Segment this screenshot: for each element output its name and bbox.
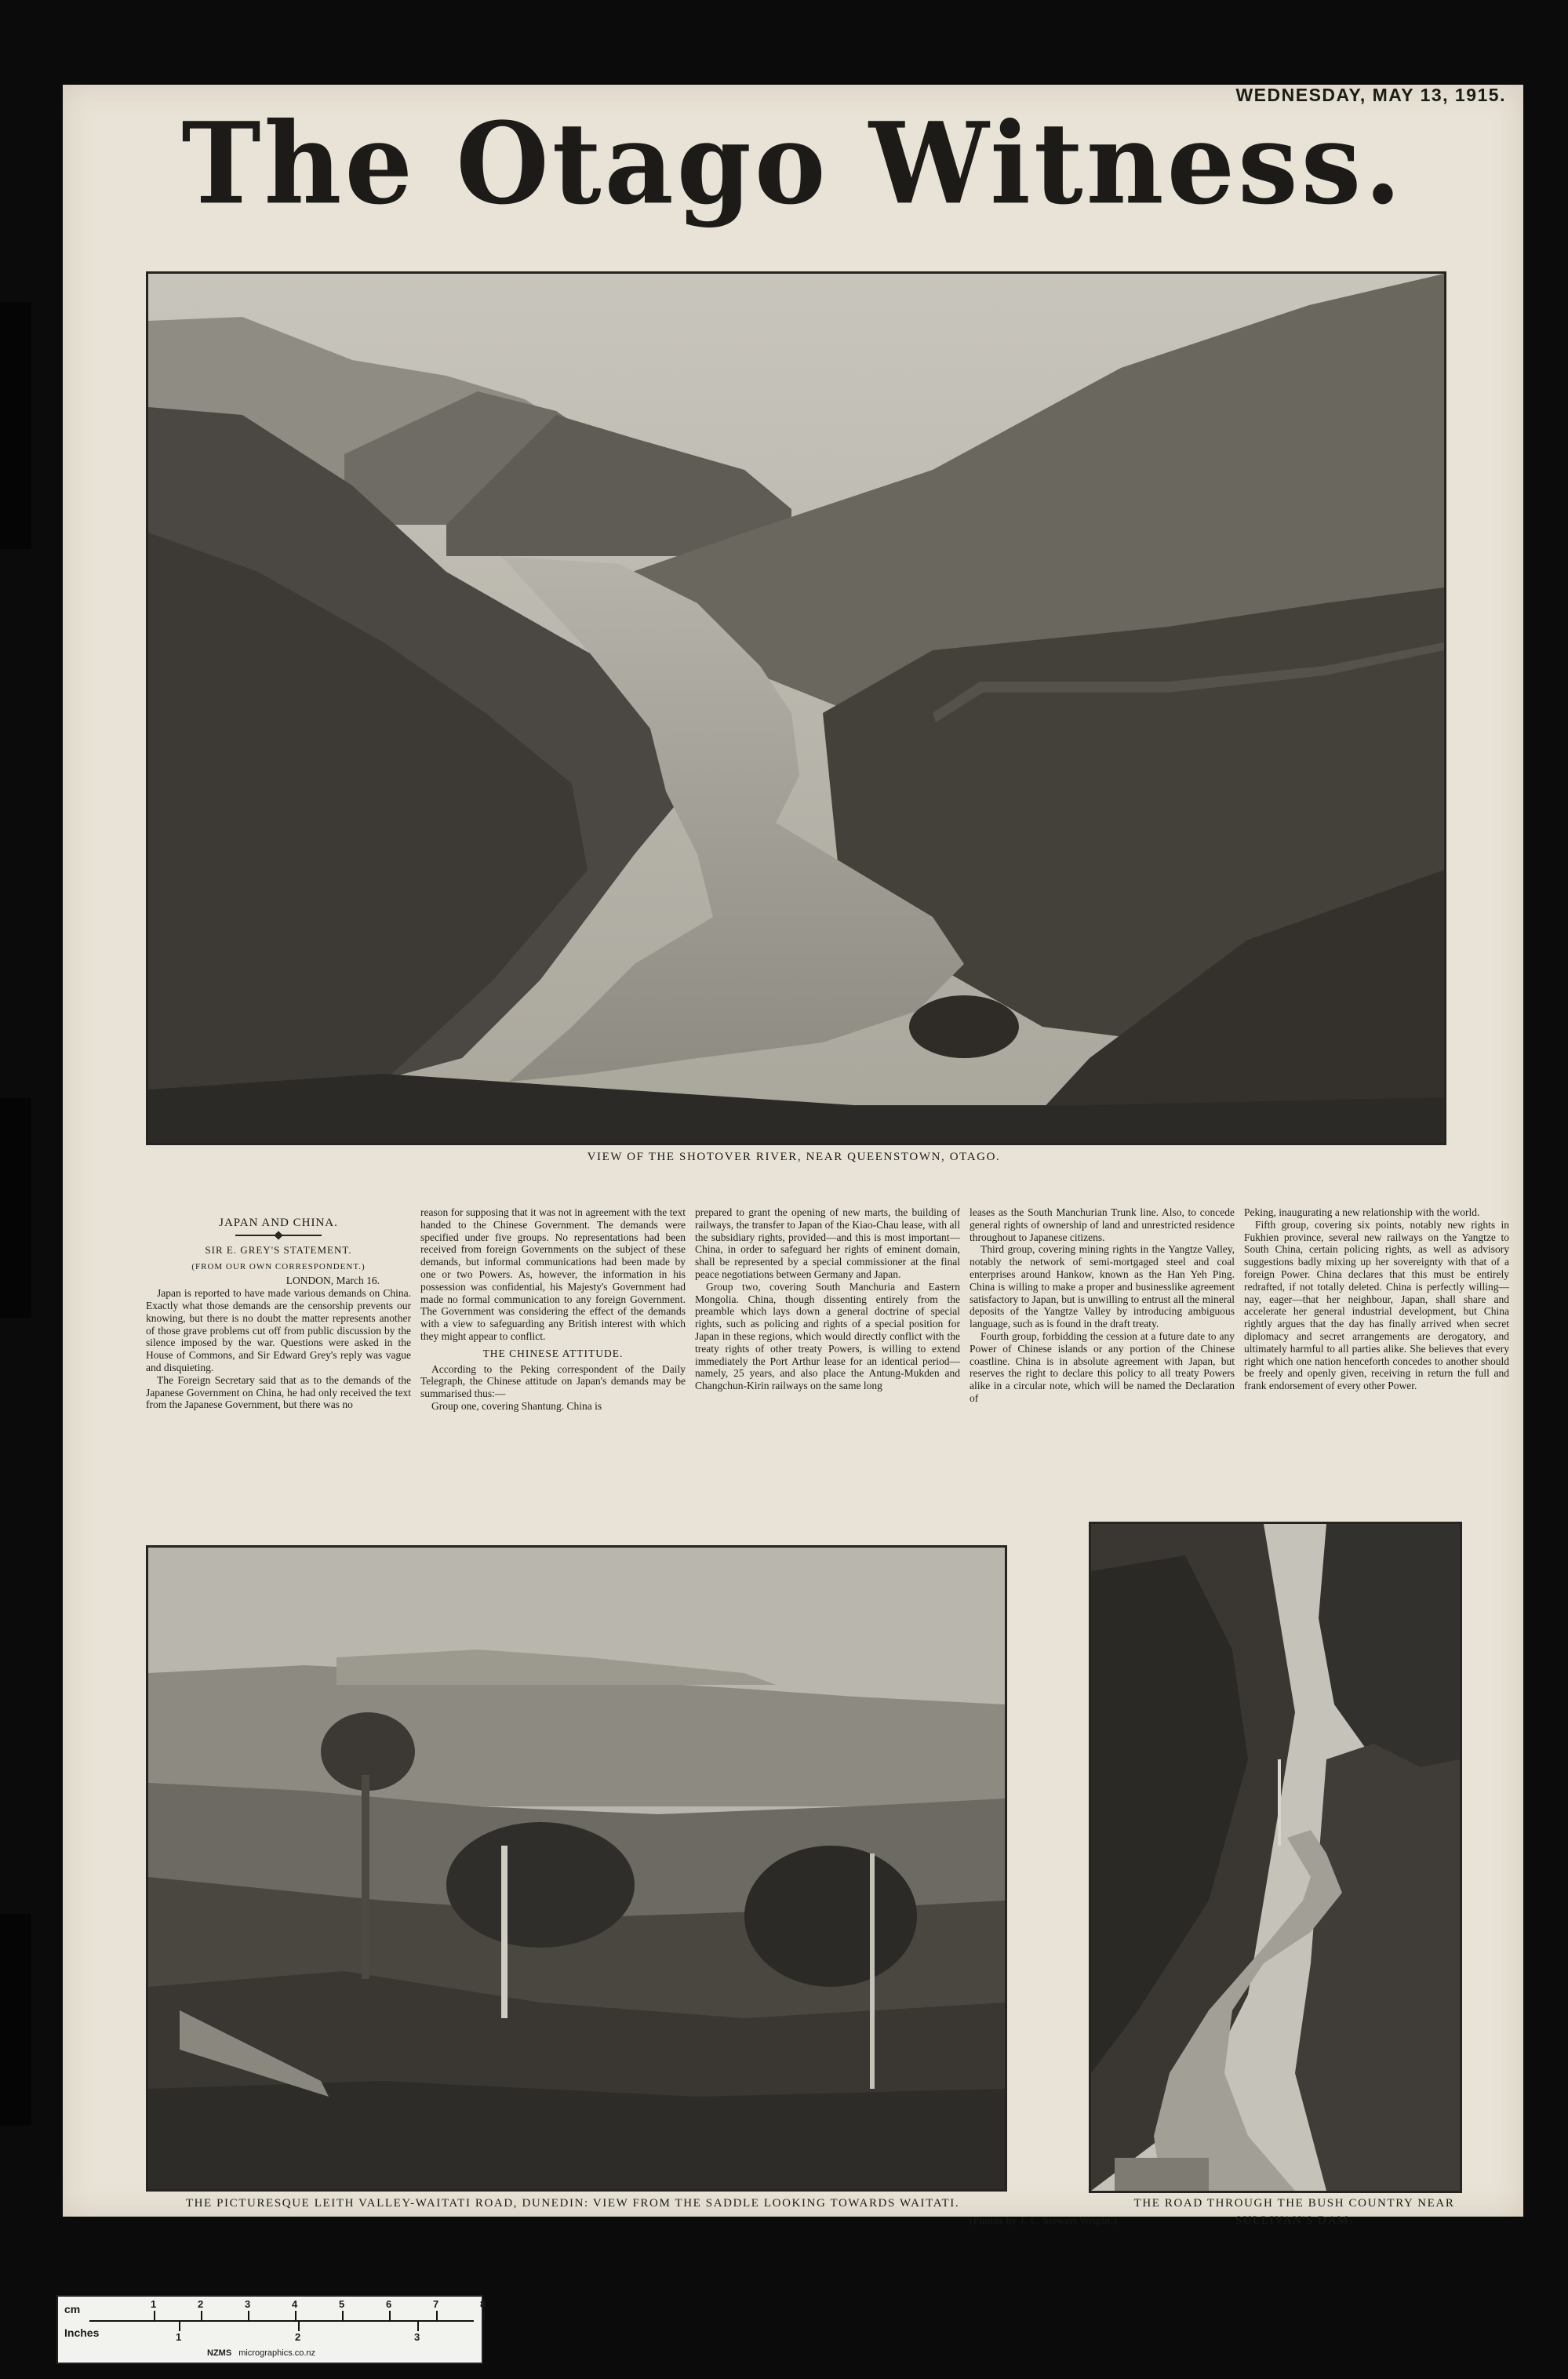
cm-tick <box>483 2311 485 2320</box>
ruler-footer <box>207 2348 315 2358</box>
scale-ruler <box>56 2295 486 2364</box>
leith-valley-photo <box>146 1545 1007 2192</box>
bush-road-caption: THE ROAD THROUGH THE BUSH COUNTRY NEAR SULLIVAN'S DAM. <box>1133 2197 1455 2227</box>
issue-date: WEDNESDAY, MAY 13, 1915. <box>1235 85 1506 105</box>
masthead-title: The Otago Witness. <box>181 98 1405 230</box>
article-paragraph: Group one, covering Shantung. China is <box>431 1399 602 1412</box>
article-paragraph: Japan is reported to have made various demands on China. Exactly what those demands are the censorship prevents our knowing, but there is no doubt the matter represents another of those grave problems cut off from public discussion by the silence imposed by the war. Questions were asked in the House of Commons, and Sir Edward Grey's reply was vague and disquieting. <box>146 1287 411 1373</box>
bush-road-photo <box>1089 1522 1462 2193</box>
article-column-1 <box>146 1206 411 1489</box>
inch-tick <box>298 2322 300 2331</box>
shotover-river-caption: VIEW OF THE SHOTOVER RIVER, NEAR QUEENSTOWN, OTAGO. <box>587 1151 1001 1163</box>
article-column-5 <box>1244 1206 1509 1489</box>
binder-strip-top <box>0 302 31 549</box>
article-paragraph: Fourth group, forbidding the cession at a future date to any Power of Chinese islands or any portion of the Chinese coastline. China is in absolute agreement with Japan, but reserves the right to declare this policy to all treaty Powers alike in a circular note, which will be named the Declaration of <box>970 1330 1235 1404</box>
article-paragraph: prepared to grant the opening of new marts, the building of railways, the transfer to Japan of the Kiao-Chau lease, with all the subsidiary rights, provided—and this is most important—China, in order to safeguard her rights of eminent domain, shall be represented by a special commissioner at the final peace negotiations between Germany and Japan. <box>695 1206 960 1280</box>
cm-tick <box>342 2311 344 2320</box>
binder-strip-bottom <box>0 1914 31 2126</box>
article-paragraph: Third group, covering mining rights in the Yangtze Valley, notably the network of semi-mortgaged steel and coal enterprises around Hankow, known as the Han Yeh Ping. China is willing to make a proper and businesslike agreement satisfactory to Japan, but is unwilling to entrust all the mineral deposits of the Yangtze Valley by introducing ambiguous language, such as is found in the draft treaty. <box>970 1243 1235 1330</box>
article-column-3 <box>695 1206 960 1489</box>
newspaper-page <box>63 85 1523 2227</box>
section-heading-chinese-attitude: THE CHINESE ATTITUDE. <box>482 1347 624 1359</box>
cm-number: 7 <box>433 2298 439 2310</box>
inch-number: 3 <box>414 2331 420 2343</box>
article-column-4 <box>970 1206 1235 1489</box>
article-paragraph: reason for supposing that it was not in agreement with the text handed to the Chinese Government. The demands were specified under five groups. No representations had been received from foreign Governments on the subject of these demands, but informal communications had been made by one or two Powers. As, however, the information in his possession was confidential, his Majesty's Government had made no formal communication to any foreign Government. The Government was considering the effect of the demands with a view to safeguarding any British interest with which they might appear to conflict. <box>420 1206 686 1342</box>
article-paragraph: Peking, inaugurating a new relationship with the world. <box>1244 1206 1480 1218</box>
cm-number: 2 <box>198 2298 204 2310</box>
cm-number: 4 <box>292 2298 298 2310</box>
article-paragraph: Group two, covering South Manchuria and Eastern Mongolia. China, though dissenting entirely from the preamble which lays down a general doctrine of special rights, such as policing and rights of a special position for Japan in these regions, which would directly conflict with the treaty rights of other treaty Powers, is willing to extend immediately the Port Arthur lease for an identical period—namely, 25 years, and also place the Antung-Mukden and Changchun-Kirin railways on the same long <box>695 1280 960 1392</box>
cm-tick <box>436 2311 438 2320</box>
cm-tick <box>389 2311 391 2320</box>
cm-number: 1 <box>151 2298 157 2310</box>
photo-credit: (Photos by J. L. Stewart Wright.) <box>969 2214 1118 2226</box>
binder-strip-middle <box>0 1098 31 1318</box>
cm-number: 5 <box>339 2298 345 2310</box>
shotover-river-photo <box>146 271 1446 1145</box>
inches-label: Inches <box>64 2326 100 2339</box>
inch-tick <box>417 2322 419 2331</box>
article-paragraph: According to the Peking correspondent of the Daily Telegraph, the Chinese attitude on Japan's demands may be summarised thus:— <box>420 1362 686 1400</box>
cm-number: 8 <box>480 2298 486 2310</box>
leith-valley-caption: THE PICTURESQUE LEITH VALLEY-WAITATI ROAD, DUNEDIN: VIEW FROM THE SADDLE LOOKING TOWARDS WAITATI. <box>185 2197 960 2210</box>
title-rule <box>235 1235 322 1236</box>
inch-number: 2 <box>295 2331 301 2343</box>
footer-site: micrographics.co.nz <box>238 2348 316 2358</box>
article-column-2 <box>420 1206 686 1489</box>
cm-label: cm <box>64 2303 81 2315</box>
article-paragraph: leases as the South Manchurian Trunk line. Also, to concede general rights of ownership of land and unrestricted residence throughout to Japanese citizens. <box>970 1206 1235 1243</box>
article-paragraph: Fifth group, covering six points, notably new rights in Fukhien province, several new railways on the Yangtze to South China, certain policing rights, as well as advisory suggestions badly mixing up her sovereignty with that of a foreign Power. China declares that this must be entirely redrafted, if not totally deleted. China is perfectly willing—nay, eager—that her neighbour, Japan, shall share and accelerate her general industrial development, but China rightly argues that the day has finally arrived when secret diplomacy and secret arrangements are derogatory, and ultimately harmful to all parties alike. She believes that every right which one nation henceforth concedes to another should be freely and openly given, receiving in return the full and frank endorsement of every other Power. <box>1244 1218 1509 1392</box>
article-title: JAPAN AND CHINA. <box>219 1217 338 1229</box>
cm-tick <box>201 2311 202 2320</box>
cm-tick <box>154 2311 155 2320</box>
footer-brand: NZMS <box>207 2348 232 2358</box>
cm-number: 3 <box>245 2298 251 2310</box>
ruler-line <box>89 2320 474 2322</box>
article-paragraph: The Foreign Secretary said that as to the demands of the Japanese Government on China, he had only received the text from the Japanese Government, but there was no <box>146 1373 411 1411</box>
article-byline: (FROM OUR OWN CORRESPONDENT.) <box>191 1261 366 1271</box>
cm-tick <box>295 2311 297 2320</box>
article-subtitle: SIR E. GREY'S STATEMENT. <box>205 1243 352 1256</box>
inch-tick <box>179 2322 180 2331</box>
inch-number: 1 <box>176 2331 182 2343</box>
cm-tick <box>248 2311 249 2320</box>
article-dateline: LONDON, March 16. <box>286 1275 380 1287</box>
cm-number: 6 <box>386 2298 392 2310</box>
